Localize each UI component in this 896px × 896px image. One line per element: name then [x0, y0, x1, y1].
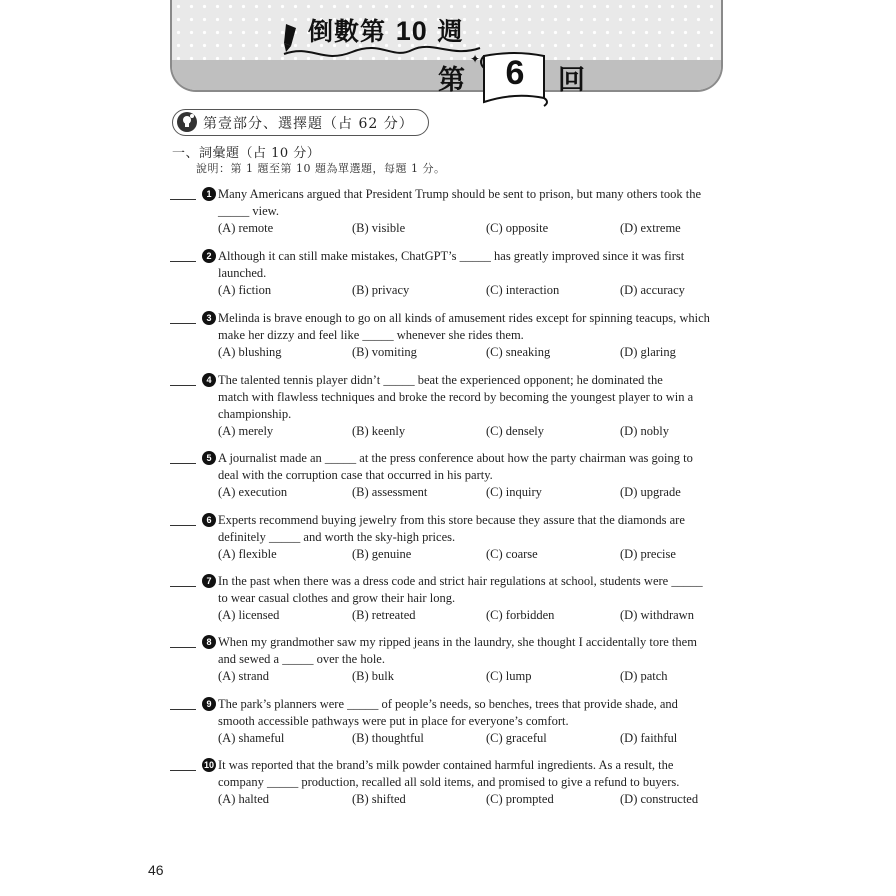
question-stem-line: A journalist made an _____ at the press conference about how the party chairman was going to	[218, 451, 693, 465]
question-item	[170, 757, 730, 808]
question-number-badge: 7	[202, 574, 216, 588]
option-d: (D) accuracy	[620, 283, 685, 297]
question-stem-line: make her dizzy and feel like _____ whenever she rides them.	[218, 328, 524, 342]
question-stem-line: definitely _____ and worth the sky-high prices.	[218, 530, 456, 544]
question-item	[170, 372, 730, 440]
options-row	[218, 791, 730, 808]
question-stem-line: It was reported that the brand’s milk powder contained harmful ingredients. As a result, the	[218, 758, 674, 772]
answer-blank[interactable]	[170, 709, 196, 710]
option-d: (D) nobly	[620, 424, 669, 438]
sparkle-icon: ✦	[470, 52, 481, 66]
options-row	[218, 546, 730, 563]
option-a: (A) fiction	[218, 283, 272, 297]
question-number-badge: 9	[202, 697, 216, 711]
question-stem-line: launched.	[218, 266, 267, 280]
question-item	[170, 248, 730, 299]
option-b: (B) keenly	[352, 424, 406, 438]
question-stem-line: deal with the corruption case that occurred in his party.	[218, 468, 493, 482]
question-number-badge: 10	[203, 760, 214, 770]
section-title-pill	[172, 109, 429, 136]
answer-blank[interactable]	[170, 385, 196, 386]
options-row	[218, 607, 730, 624]
question-item	[170, 450, 730, 501]
answer-blank[interactable]	[170, 647, 196, 648]
option-a: (A) shameful	[218, 731, 285, 745]
option-c: (C) opposite	[486, 221, 549, 235]
question-number-badge: 4	[202, 373, 216, 387]
question-number-badge: 3	[202, 311, 216, 325]
options-row	[218, 668, 730, 685]
question-stem-line: smooth accessible pathways were put in place for everyone’s comfort.	[218, 714, 569, 728]
question-stem-line: The park’s planners were _____ of people’s needs, so benches, trees that provide shade, and	[218, 697, 678, 711]
question-stem-line: In the past when there was a dress code and strict hair regulations at school, students were _____	[218, 574, 703, 588]
option-c: (C) densely	[486, 424, 544, 438]
option-c: (C) graceful	[486, 731, 547, 745]
question-stem-line: _____ view.	[218, 204, 279, 218]
option-b: (B) vomiting	[352, 345, 417, 359]
option-c: (C) prompted	[486, 792, 554, 806]
round-prefix: 第	[438, 65, 465, 96]
option-a: (A) execution	[218, 485, 288, 499]
option-b: (B) shifted	[352, 792, 406, 806]
question-stem-line: The talented tennis player didn’t _____ beat the experienced opponent; he dominated the	[218, 373, 663, 387]
answer-blank[interactable]	[170, 463, 196, 464]
option-a: (A) remote	[218, 221, 274, 235]
answer-blank[interactable]	[170, 586, 196, 587]
option-b: (B) thoughtful	[352, 731, 424, 745]
option-d: (D) constructed	[620, 792, 699, 806]
page-number: 46	[148, 862, 164, 878]
option-b: (B) genuine	[352, 547, 412, 561]
option-d: (D) upgrade	[620, 485, 681, 499]
question-stem-line: to wear casual clothes and grow their hair long.	[218, 591, 456, 605]
question-number-badge: 6	[202, 513, 216, 527]
question-stem-line: match with flawless techniques and broke the record by becoming the youngest player to win a	[218, 390, 694, 404]
option-a: (A) strand	[218, 669, 270, 683]
question-item	[170, 696, 730, 747]
option-d: (D) precise	[620, 547, 676, 561]
countdown-prefix: 倒數第	[308, 17, 387, 46]
answer-blank[interactable]	[170, 261, 196, 262]
round-suffix: 回	[558, 65, 585, 96]
question-number-badge: 2	[202, 249, 216, 263]
question-number-badge: 8	[202, 635, 216, 649]
option-a: (A) flexible	[218, 547, 277, 561]
answer-blank[interactable]	[170, 199, 196, 200]
option-d: (D) withdrawn	[620, 608, 694, 622]
option-b: (B) assessment	[352, 485, 428, 499]
option-a: (A) blushing	[218, 345, 282, 359]
lightbulb-icon	[176, 111, 198, 133]
question-item	[170, 310, 730, 361]
option-a: (A) licensed	[218, 608, 280, 622]
answer-blank[interactable]	[170, 323, 196, 324]
question-stem-line: Although it can still make mistakes, ChatGPT’s _____ has greatly improved since it was first	[218, 249, 685, 263]
option-d: (D) patch	[620, 669, 668, 683]
option-c: (C) coarse	[486, 547, 538, 561]
question-item	[170, 573, 730, 624]
question-item	[170, 512, 730, 563]
option-b: (B) bulk	[352, 669, 395, 683]
countdown-number: 10	[395, 16, 428, 46]
section-title: 第壹部分、選擇題（占 62 分）	[203, 115, 414, 132]
sub-section-title: 一、詞彙題（占 10 分）	[172, 146, 321, 161]
options-row	[218, 282, 730, 299]
option-b: (B) visible	[352, 221, 406, 235]
question-item	[170, 634, 730, 685]
question-item	[170, 186, 730, 237]
question-stem-line: Many Americans argued that President Trump should be sent to prison, but many others took the	[218, 187, 702, 201]
question-stem-line: and sewed a _____ over the hole.	[218, 652, 385, 666]
options-row	[218, 344, 730, 361]
options-row	[218, 423, 730, 440]
option-c: (C) sneaking	[486, 345, 551, 359]
options-row	[218, 220, 730, 237]
option-c: (C) interaction	[486, 283, 560, 297]
option-d: (D) extreme	[620, 221, 681, 235]
question-stem-line: When my grandmother saw my ripped jeans in the laundry, she thought I accidentally tore them	[218, 635, 697, 649]
countdown-suffix: 週	[437, 17, 464, 46]
option-c: (C) lump	[486, 669, 532, 683]
option-b: (B) retreated	[352, 608, 416, 622]
options-row	[218, 730, 730, 747]
question-stem-line: company _____ production, recalled all sold items, and promised to give a refund to buyers.	[218, 775, 680, 789]
option-d: (D) glaring	[620, 345, 676, 359]
instructions: 說明：第 1 題至第 10 題為單選題，每題 1 分。	[196, 162, 446, 175]
question-number-badge: 5	[202, 451, 216, 465]
options-row	[218, 484, 730, 501]
option-a: (A) merely	[218, 424, 274, 438]
question-stem-line: championship.	[218, 407, 292, 421]
option-b: (B) privacy	[352, 283, 410, 297]
option-c: (C) forbidden	[486, 608, 555, 622]
question-stem-line: Experts recommend buying jewelry from this store because they assure that the diamonds are	[218, 513, 685, 527]
round-number: 6	[505, 54, 525, 92]
answer-blank[interactable]	[170, 525, 196, 526]
option-c: (C) inquiry	[486, 485, 542, 499]
question-stem-line: Melinda is brave enough to go on all kinds of amusement rides except for spinning teacups, which	[218, 311, 710, 325]
option-d: (D) faithful	[620, 731, 678, 745]
answer-blank[interactable]	[170, 770, 196, 771]
option-a: (A) halted	[218, 792, 270, 806]
question-number-badge: 1	[202, 187, 216, 201]
